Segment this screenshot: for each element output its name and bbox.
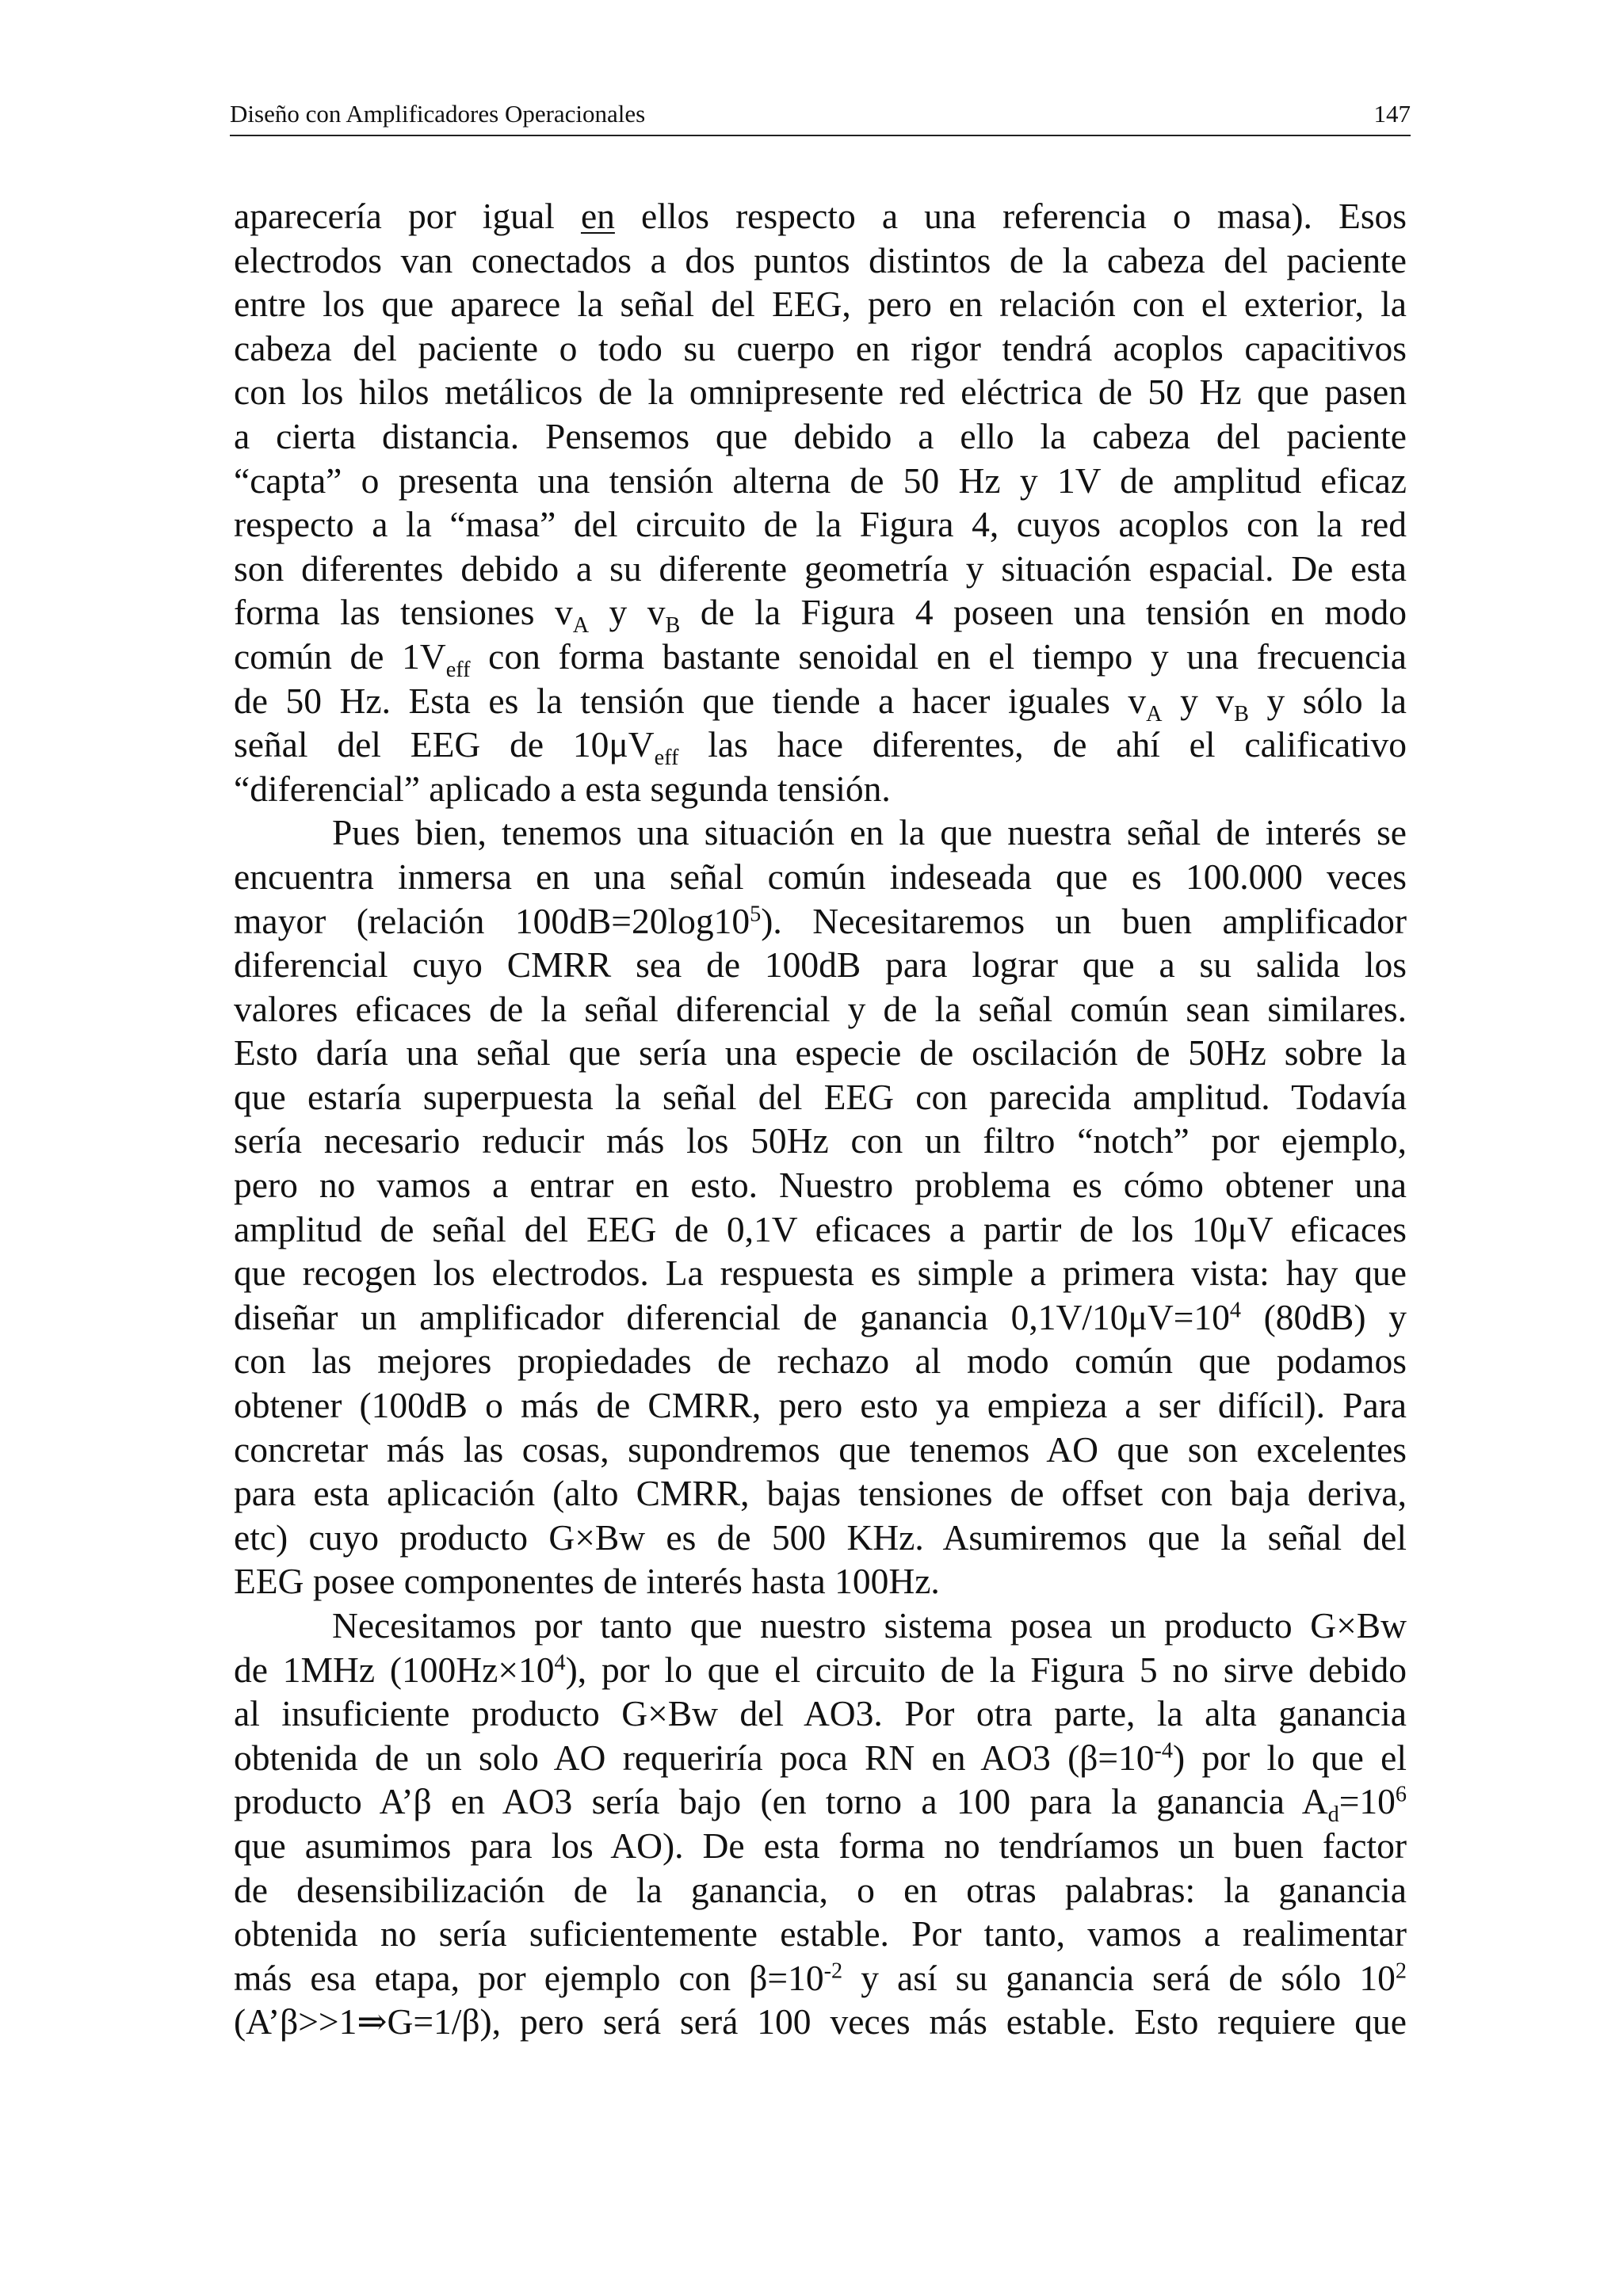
underlined-word: en <box>580 196 615 236</box>
text-line: sería necesario reducir más los 50Hz con un filtro “notch” por ejemplo, <box>234 1120 1407 1161</box>
text-line: común de $1V_{eff}$ con forma bastante senoidal en el tiempo y una frecuencia <box>234 635 1407 682</box>
running-header <box>230 93 1411 136</box>
text-line: de 1MHz $(100Hz\times 10^4)$, por lo que el circuito de la Figura 5 no sirve debido <box>234 1649 1407 1690</box>
text-line: pero no vamos a entrar en esto. Nuestro problema es cómo obtener una <box>234 1165 1407 1206</box>
text-line: son diferentes debido a su diferente geometría y situación espacial. De esta <box>234 547 1407 589</box>
text-line: diseñar un amplificador diferencial de ganancia $0,1V/10\mu V=10^4$ (80dB) y <box>234 1296 1407 1337</box>
page-number: 147 <box>1373 100 1411 128</box>
text-line: concretar más las cosas, supondremos que tenemos AO que son excelentes <box>234 1428 1407 1470</box>
text-line: etc) cuyo producto G×Bw es de 500 KHz. Asumiremos que la señal del <box>234 1516 1407 1558</box>
text-line: “diferencial” aplicado a esta segunda tensión. <box>234 768 891 809</box>
text-line: encuentra inmersa en una señal común indeseada que es 100.000 veces <box>234 856 1407 897</box>
text-line: con los hilos metálicos de la omnipresente red eléctrica de 50 Hz que pasen <box>234 372 1407 413</box>
text-line: más esa etapa, por ejemplo con $\beta=10^{-2}$ y así su ganancia será de sólo $10^2$ <box>234 1957 1407 1998</box>
text-line: producto A’β en AO3 sería bajo (en torno a 100 para la ganancia $A_d=10^6$ <box>234 1781 1407 1828</box>
text-line: que asumimos para los AO). De esta forma no tendríamos un buen factor <box>234 1825 1407 1866</box>
text-line: que estaría superpuesta la señal del EEG con parecida amplitud. Todavía <box>234 1076 1407 1117</box>
text-line: cabeza del paciente o todo su cuerpo en rigor tendrá acoplos capacitivos <box>234 327 1407 368</box>
text-line: de desensibilización de la ganancia, o en otras palabras: la ganancia <box>234 1869 1407 1910</box>
text-line: obtenida no sería suficientemente estable. Por tanto, vamos a realimentar <box>234 1913 1407 1955</box>
text-line: diferencial cuyo CMRR sea de 100dB para lograr que a su salida los <box>234 944 1407 986</box>
text-line: (A’β>>1⇒G=1/β), pero será será 100 veces más estable. Esto requiere que <box>234 2001 1407 2042</box>
text-line: amplitud de señal del EEG de 0,1V eficaces a partir de los 10μV eficaces <box>234 1208 1407 1249</box>
text-line: señal del EEG de $10\mu V_{eff}$ las hace diferentes, de ahí el calificativo <box>234 724 1407 770</box>
text-line: al insuficiente producto G×Bw del AO3. Por otra parte, la alta ganancia <box>234 1693 1407 1734</box>
text-line: “capta” o presenta una tensión alterna de 50 Hz y 1V de amplitud eficaz <box>234 460 1407 501</box>
text-line: obtenida de un solo AO requeriría poca RN en AO3 $(\beta=10^{-4})$ por lo que el <box>234 1737 1407 1778</box>
text-line: para esta aplicación (alto CMRR, bajas tensiones de offset con baja deriva, <box>234 1473 1407 1514</box>
text-line: forma las tensiones $v_A$ y $v_B$ de la Figura 4 poseen una tensión en modo <box>234 592 1407 639</box>
text-line: a cierta distancia. Pensemos que debido a ello la cabeza del paciente <box>234 415 1407 456</box>
text-line: obtener (100dB o más de CMRR, pero esto ya empieza a ser difícil). Para <box>234 1385 1407 1426</box>
text-line: electrodos van conectados a dos puntos distintos de la cabeza del paciente <box>234 239 1407 280</box>
text-line: mayor (relación $100dB=20\log 10^5$). Necesitaremos un buen amplificador <box>234 900 1407 941</box>
text-line: aparecería por igual en ellos respecto a una referencia o masa). Esos <box>234 196 1407 236</box>
text-line: respecto a la “masa” del circuito de la Figura 4, cuyos acoplos con la red <box>234 504 1407 545</box>
text-line: Necesitamos por tanto que nuestro sistema posea un producto G×Bw <box>332 1605 1407 1646</box>
text-line: que recogen los electrodos. La respuesta es simple a primera vista: hay que <box>234 1253 1407 1294</box>
header-title: Diseño con Amplificadores Operacionales <box>230 100 646 128</box>
text-line: Pues bien, tenemos una situación en la que nuestra señal de interés se <box>332 812 1407 853</box>
text-line: entre los que aparece la señal del EEG, pero en relación con el exterior, la <box>234 284 1407 325</box>
text-line: Esto daría una señal que sería una especie de oscilación de 50Hz sobre la <box>234 1032 1407 1074</box>
text-line: EEG posee componentes de interés hasta 100Hz. <box>234 1561 940 1602</box>
text-line: de 50 Hz. Esta es la tensión que tiende a hacer iguales $v_A$ y $v_B$ y sólo la <box>234 680 1407 727</box>
text-line: valores eficaces de la señal diferencial y de la señal común sean similares. <box>234 988 1407 1029</box>
body-text <box>234 194 1407 2044</box>
text-line: con las mejores propiedades de rechazo al modo común que podamos <box>234 1341 1407 1382</box>
